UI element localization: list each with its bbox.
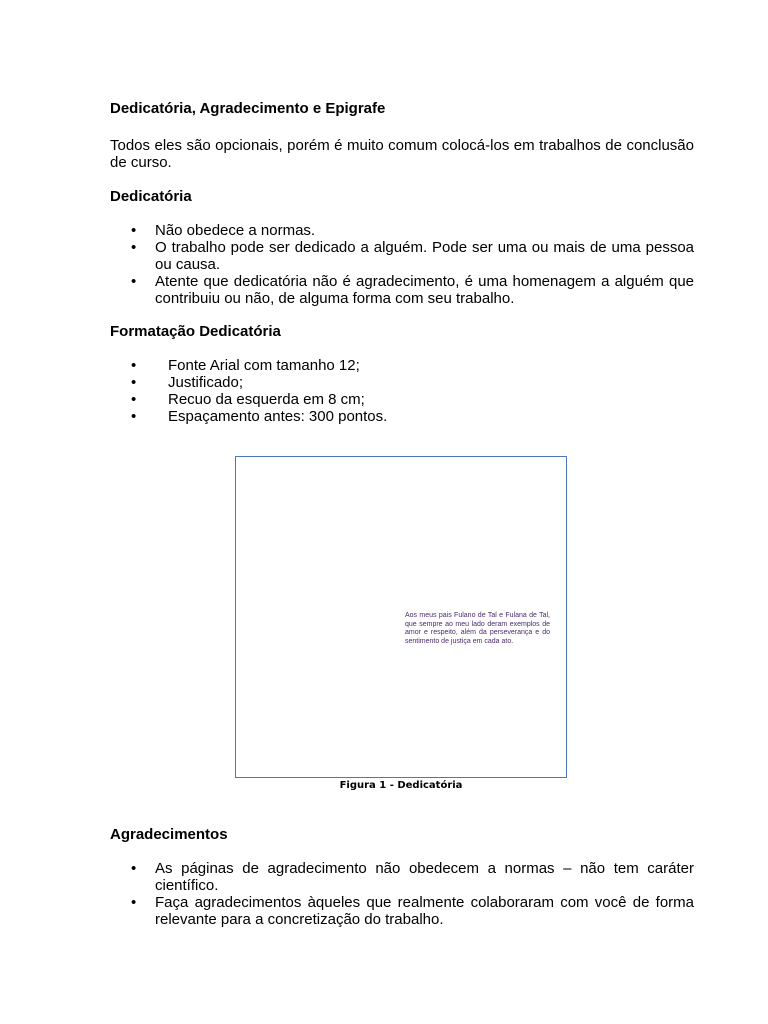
bullet-icon: • [131,860,137,877]
bullet-icon: • [131,391,137,408]
intro-paragraph: Todos eles são opcionais, porém é muito comum colocá-los em trabalhos de conclusão de curso. [110,137,694,171]
list-item: • Não obedece a normas. [131,222,316,239]
list-item: • O trabalho pode ser dedicado a alguém. Pode ser uma ou mais de uma pessoa ou causa. [131,239,694,273]
agradecimentos-heading: Agradecimentos [110,826,228,843]
bullet-icon: • [131,374,137,391]
formatacao-heading: Formatação Dedicatória [110,323,281,340]
figure-caption: Figura 1 - Dedicatória [339,780,463,791]
list-item: • Fonte Arial com tamanho 12; [131,357,360,374]
agradecimentos-section [110,826,694,928]
list-item: • Recuo da esquerda em 8 cm; [131,391,365,408]
list-item: • As páginas de agradecimento não obedecem a normas – não tem caráter científico. [131,860,694,894]
bullet-icon: • [131,408,137,425]
dedication-sample-text: Aos meus pais Fulano de Tal e Fulana de Tal, que sempre ao meu lado deram exemplos de amor e respeito, além da perseverança e do sentimento de justiça em cada ato. [405,612,550,645]
list-item: • Faça agradecimentos àqueles que realmente colaboraram com você de forma relevante para a concretização do trabalho. [131,894,694,928]
list-item: • Espaçamento antes: 300 pontos. [131,408,388,425]
bullet-icon: • [131,273,137,290]
bullet-icon: • [131,894,137,911]
list-item: • Atente que dedicatória não é agradecimento, é uma homenagem a alguém que contribuiu ou não, de alguma forma com seu trabalho. [131,273,694,307]
bullet-icon: • [131,222,137,239]
bullet-icon: • [131,239,137,256]
list-item: • Justificado; [131,374,244,391]
section-title: Dedicatória, Agradecimento e Epigrafe [110,100,386,117]
document-page [110,100,694,425]
formatacao-list [110,357,694,425]
bullet-icon: • [131,357,137,374]
dedicatoria-list [110,222,694,307]
dedicatoria-heading: Dedicatória [110,188,192,205]
agradecimentos-list [110,860,694,928]
dedication-figure [235,456,567,778]
